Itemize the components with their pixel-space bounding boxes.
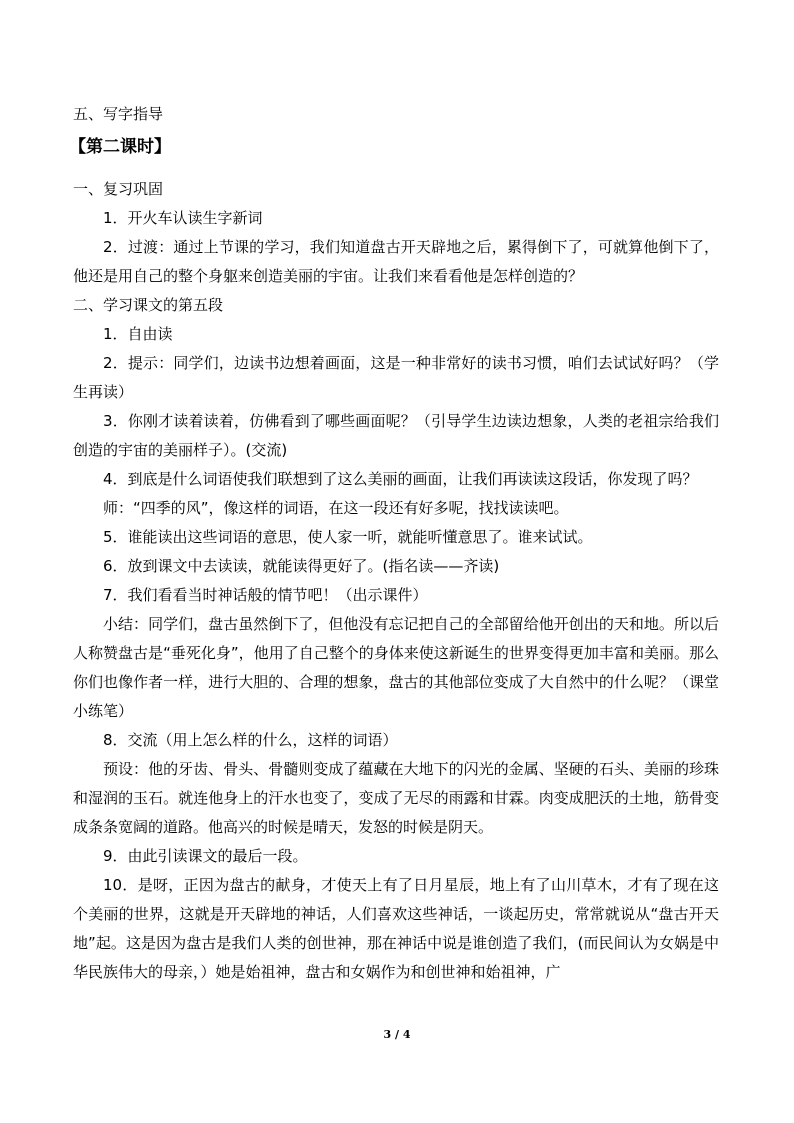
page-content [69, 100, 719, 987]
section-five-heading: 五、写字指导 [73, 105, 164, 123]
part-two-item-9: 9．由此引读课文的最后一段。 [103, 847, 308, 865]
part-two-item-1: 1．自由读 [103, 325, 173, 343]
teacher-remark: 师：“四季的风”，像这样的词语，在这一段还有好多呢，找找读读吧。 [103, 499, 569, 517]
preset-paragraph: 预设：他的牙齿、骨头、骨髓则变成了蕴藏在大地下的闪光的金属、坚硬的石头、美丽的珍珠和湿润的玉石。就连他身上的汗水也变了，变成了无尽的雨露和甘霖。肉变成肥沃的土地，筋骨变成条条宽阔的道路。他高兴的时候是晴天，发怒的时候是阴天。 [73, 760, 719, 836]
part-two-item-8: 8．交流（用上怎么样的什么，这样的词语） [103, 731, 398, 749]
part-one-heading: 一、复习巩固 [73, 180, 164, 198]
part-two-item-6: 6．放到课文中去读读，就能读得更好了。(指名读——齐读) [103, 557, 500, 575]
part-two-item-10: 10．是呀，正因为盘古的献身，才使天上有了日月星辰，地上有了山川草木，才有了现在这个美丽的世界，这就是开天辟地的神话，人们喜欢这些神话，一谈起历史，常常就说从“盘古开天地”起。这是因为盘古是我们人类的创世神，那在神话中说是谁创造了我们，(而民间认为女娲是中华民族伟大的母亲，）她是始祖神，盘古和女娲作为和创世神和始祖神，广 [73, 876, 719, 981]
part-one-item-1: 1．开火车认读生字新词 [103, 209, 263, 227]
part-two-item-2: 2．提示：同学们，边读书边想着画面，这是一种非常好的读书习惯，咱们去试试好吗？（学生再读） [73, 354, 719, 401]
part-two-item-5: 5．谁能读出这些词语的意思，使人家一听，就能听懂意思了。谁来试试。 [103, 528, 593, 546]
lesson-title: 【第二课时】 [69, 137, 171, 157]
page-number: 3 / 4 [383, 1028, 411, 1041]
summary-paragraph: 小结：同学们，盘古虽然倒下了，但他没有忘记把自己的全部留给他开创出的天和地。所以后人称赞盘古是“垂死化身”，他用了自己整个的身体来使这新诞生的世界变得更加丰富和美丽。那么你们也像作者一样，进行大胆的、合理的想象，盘古的其他部位变成了大自然中的什么呢？（课堂小练笔） [73, 615, 719, 720]
part-two-item-7: 7．我们看看当时神话般的情节吧！（出示课件） [103, 586, 428, 604]
part-one-item-2: 2．过渡：通过上节课的学习，我们知道盘古开天辟地之后，累得倒下了，可就算他倒下了，他还是用自己的整个身躯来创造美丽的宇宙。让我们来看看他是怎样创造的？ [73, 238, 719, 285]
part-two-heading: 二、学习课文的第五段 [73, 296, 224, 314]
part-two-item-4: 4．到底是什么词语使我们联想到了这么美丽的画面，让我们再读读这段话，你发现了吗？ [103, 470, 698, 488]
part-two-item-3: 3．你刚才读着读着，仿佛看到了哪些画面呢？（引导学生边读边想象，人类的老祖宗给我们创造的宇宙的美丽样子）。(交流) [73, 412, 719, 459]
